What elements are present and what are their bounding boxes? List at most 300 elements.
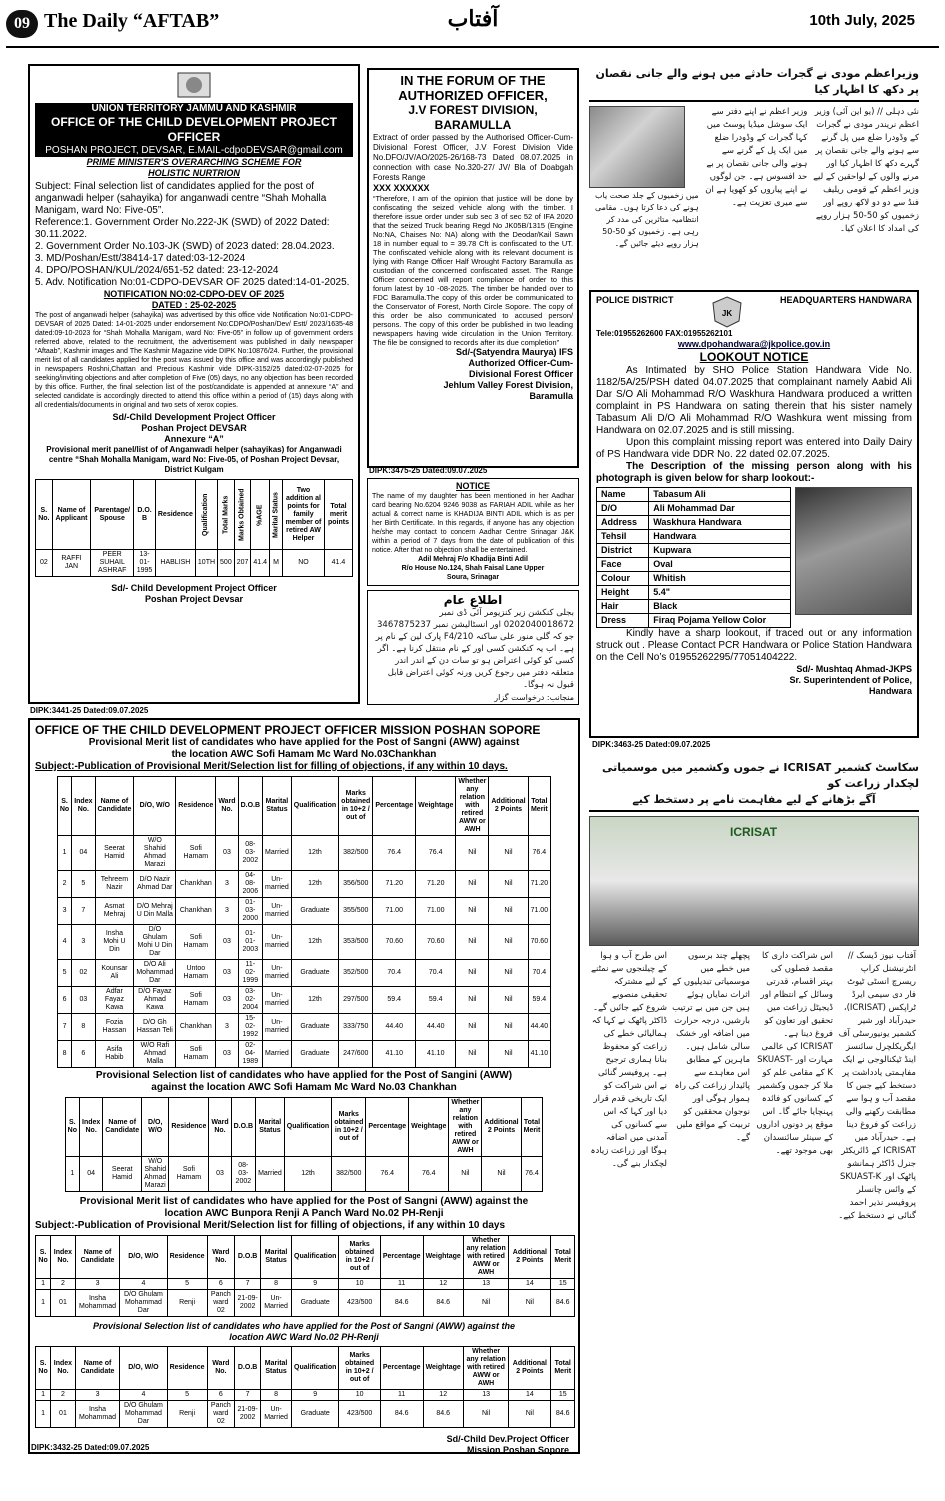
table-index-cell: 13 — [463, 1279, 509, 1290]
table-cell: 70.4 — [528, 960, 551, 987]
table-cell: Insha Mohammad — [75, 1401, 120, 1428]
table-cell: 03 — [216, 1041, 238, 1068]
table-header-row — [36, 1347, 575, 1390]
table-cell: Nil — [456, 898, 489, 925]
sopore-title-1a: Provisional Merit list of candidates who have applied for the Post of Sangni (AWW) against — [88, 737, 520, 748]
table-cell: Nil — [456, 925, 489, 960]
table-col-header: Whether any relation with retired AWW or AWH — [463, 1347, 509, 1390]
table-cell: Asmat Mehraj — [95, 898, 134, 925]
table-col-header: Residence — [167, 1236, 207, 1279]
table-cell: 2 — [57, 871, 71, 898]
forest-division: J.V FOREST DIVISION, BARAMULLA — [408, 103, 538, 132]
modi-news — [589, 66, 919, 288]
missing-detail-row — [597, 586, 791, 600]
table-cell: Chankhan — [176, 871, 216, 898]
table-cell: Un-married — [263, 925, 292, 960]
table-col-header: Name of Candidate — [103, 1098, 142, 1157]
selection-table-1 — [65, 1097, 544, 1192]
table-col-header: Qualification — [292, 1236, 339, 1279]
table-cell: 7 — [57, 1014, 71, 1041]
table-col-header: Index No. — [51, 1347, 76, 1390]
lookout-body-1: As Intimated by SHO Police Station Handwara Vide No. 1182/5A/25/PSH dated 04.07.2025 that complainant namely Aabid Ali Dar S/O Ali Mohammad R/O Waskhura Handwara produced a written complaint in PS Handwara on sating therein that his sister namely Tabasum Ali D/O Ali Mohammad R/O Washkura went missing from Handwara on 02.07.2025 and is still missing. — [596, 365, 912, 436]
urdu-notice-title: اطلاعِ عام — [443, 593, 503, 607]
annexure-cell: 10TH — [195, 550, 217, 577]
table-cell: 08-03-2002 — [231, 1157, 255, 1192]
icrisat-col1: آفتاب نیوز ڈیسک // انٹرنیشنل کراپ ریسرچ انسٹی ٹیوٹ فار دی سیمی ایرڈ ٹراپکس (ICRISAT)، حیدرآباد اور شیر کشمیر یونیورسٹی آف ایگریکلچرل سائنسز اینڈ ٹیکنالوجی نے ایک مفاہمتی یادداشت پر دستخط کیے جس کا مقصد آب و ہوا سے مطابقت رکھنے والی زراعت کو فروغ دینا ہے۔ حیدرآباد میں ICRISAT کے ڈائریکٹر جنرل ڈاکٹر ہمانشو پاٹھک اور SKUAST-K کے وائس چانسلر پروفیسر نذیر احمد گنائی نے دستخط کیے۔ — [838, 951, 916, 1221]
table-cell: Married — [263, 1041, 292, 1068]
table-index-cell: 13 — [463, 1390, 509, 1401]
table-index-cell: 5 — [167, 1390, 207, 1401]
police-hq: HEADQUARTERS HANDWARA — [779, 295, 912, 305]
sopore-title-3a: Provisional Merit list of candidates who have applied for the Post of Sangni (AWW) against the — [79, 1196, 529, 1207]
forest-title: IN THE FORUM OF THE AUTHORIZED OFFICER, — [398, 73, 548, 103]
table-cell: W/O Shahid Ahmad Marazi — [142, 1157, 169, 1192]
table-cell: 423/500 — [339, 1401, 380, 1428]
forest-order-ad — [367, 68, 579, 468]
table-cell: Sofi Hamam — [176, 925, 216, 960]
detail-key: Dress — [597, 614, 649, 628]
table-index-cell: 10 — [339, 1390, 380, 1401]
dipk-forest: DIPK:3475-25 Dated:09.07.2025 — [369, 466, 488, 475]
table-cell: 12th — [291, 925, 338, 960]
annexure-col-header: D.O. B — [134, 480, 156, 550]
detail-key: Name — [597, 488, 649, 502]
table-cell: 3 — [216, 898, 238, 925]
modi-col2: وزیر اعظم نے اپنے دفتر سے ایک سوشل میڈیا پوسٹ میں کہا گجرات کے وڈودرا ضلع میں ایک پل کے گرنے سے ہونے والی جانی نقصان پر بے حد افسوس ہے۔ جن لوگوں نے اپنے پیاروں کو کھویا ہے ان سے میری تعزیت ہے۔ — [705, 107, 808, 208]
table-index-cell: 11 — [380, 1279, 423, 1290]
table-cell: 71.20 — [373, 871, 416, 898]
table-cell: Nil — [489, 960, 528, 987]
table-index-cell: 6 — [207, 1390, 234, 1401]
table-index-cell: 8 — [261, 1279, 292, 1290]
table-cell: D/O Ghulam Mohammad Dar — [120, 1290, 167, 1317]
police-tel: Tele:01955262600 FAX:01955262101 — [596, 329, 733, 338]
table-cell: Nil — [489, 898, 528, 925]
detail-key: Tehsil — [597, 530, 649, 544]
sopore-title-4b: location AWC Ward No.02 PH-Renji — [229, 1332, 379, 1342]
table-cell: 84.6 — [551, 1401, 575, 1428]
table-cell: 8 — [72, 1014, 95, 1041]
table-cell: 84.6 — [551, 1290, 575, 1317]
merit-table-1 — [57, 776, 551, 1068]
missing-person-details — [596, 487, 791, 628]
missing-person-photo — [795, 487, 912, 615]
table-index-cell: 1 — [36, 1279, 51, 1290]
table-cell: 353/500 — [339, 925, 373, 960]
police-sign-2: Sr. Superintendent of Police, — [789, 675, 912, 685]
table-cell: 76.4 — [416, 836, 456, 871]
annexure-col-header: Name of Applicant — [52, 480, 90, 550]
table-cell: D/O Mehraj U Din Malla — [134, 898, 176, 925]
table-cell: Nil — [489, 987, 528, 1014]
table-cell: 01-01-2003 — [238, 925, 262, 960]
table-cell: 84.6 — [423, 1290, 463, 1317]
table-cell: 03 — [216, 925, 238, 960]
sopore-sign-1: Sd/-Child Dev.Project Officer — [446, 1434, 569, 1444]
police-lookout-ad — [589, 290, 919, 738]
table-cell: 5 — [57, 960, 71, 987]
table-header-row — [65, 1098, 543, 1157]
table-col-header: Name of Candidate — [95, 777, 134, 836]
table-cell: 6 — [57, 987, 71, 1014]
table-col-header: S. No — [65, 1098, 79, 1157]
table-cell: W/O Rafi Ahmad Malla — [134, 1041, 176, 1068]
table-col-header: Qualification — [291, 777, 338, 836]
table-col-header: Percentage — [380, 1236, 423, 1279]
table-cell: 382/500 — [332, 1157, 366, 1192]
table-cell: 12th — [284, 1157, 331, 1192]
table-cell: 76.4 — [521, 1157, 543, 1192]
table-cell: 70.60 — [416, 925, 456, 960]
table-cell: 44.40 — [373, 1014, 416, 1041]
table-row — [36, 1290, 575, 1317]
annexure-col-header: Two addition al points for family member of retired AW Helper — [283, 480, 325, 550]
table-row — [57, 960, 550, 987]
table-cell: 71.20 — [416, 871, 456, 898]
signatory-1: Sd/-Child Development Project Officer — [112, 412, 276, 422]
table-cell: 84.6 — [423, 1401, 463, 1428]
detail-value: Handwara — [649, 530, 791, 544]
police-website-link[interactable]: www.dpohandwara@jkpolice.gov.in — [677, 339, 831, 349]
table-cell: Tehreem Nazir — [95, 871, 134, 898]
icrisat-col2: اس شراکت داری کا مقصد فصلوں کی بہتر اقسام، قدرتی وسائل کے انتظام اور ڈیجیٹل زراعت میں تحقیق اور تعاون کو فروغ دینا ہے۔ ICRISAT کی عالمی مہارت اور SKUAST-K کے مقامی علم کو ملا کر جموں وکشمیر کے کسانوں کو فائدہ پہنچایا جائے گا۔ اس موقع پر دونوں اداروں کے سینئر سائنسدان بھی موجود تھے۔ — [756, 951, 833, 1156]
table-index-cell: 7 — [235, 1279, 261, 1290]
table-cell: 03-02-2004 — [238, 987, 262, 1014]
table-cell: Fozia Hassan — [95, 1014, 134, 1041]
table-cell: Sofi Hamam — [176, 836, 216, 871]
detail-key: Face — [597, 558, 649, 572]
table-cell: Nil — [509, 1401, 551, 1428]
table-cell: 59.4 — [528, 987, 551, 1014]
notification-body: The post of anganwadi helper (sahayika) was advertised by this office vide Notification No:01-CDPO-DEVSAR of 2025 Dated: 14-01-2025 under endorsement No:CDPO/Poshan/Dev/ Estt/ 2023/1635-48 dated:09-10-2023 for “Shah Mohalla Manigam, ward No: Five-05” in follow up of government orders referred above, related to the recruitment, the advertisement was published in daily newspaper “Aftaab”, Kashmir images and The Kashmir Magazine vide DIPK No:10876/24. Further, the provisional merit list of all candidates applied for the post was issued by this office and was accordingly published in newspapers Roshni,Chattan and Precious Kashmir vide DIPK-3152/25 dated:02-07-2025 for seeking/inviting objections and after completion of Five (05) days, no any objection has been recorded by this office. Further, the final selection list of the post/candidate is appended at annexure “A” and selected candidate is accordingly directed to attend this office within a period of (15) days along with all credentials/documents in original and two sets of xerox copies. — [35, 312, 353, 409]
detail-value: 5.4" — [649, 586, 791, 600]
table-index-cell: 4 — [120, 1279, 167, 1290]
sopore-office: OFFICE OF THE CHILD DEVELOPMENT PROJECT OFFICER MISSION POSHAN SOPORE — [35, 723, 541, 737]
table-cell: 59.4 — [373, 987, 416, 1014]
annexure-cell: NO — [283, 550, 325, 577]
table-cell: 21-09-2002 — [235, 1401, 261, 1428]
table-col-header: Total Merit — [551, 1347, 575, 1390]
table-col-header: D/O, W/O — [142, 1098, 169, 1157]
sopore-title-2a: Provisional Selection list of candidates who have applied for the Post of Sangini (AWW) — [95, 1070, 513, 1081]
table-cell: Chankhan — [176, 898, 216, 925]
table-col-header: Total Merit — [521, 1098, 543, 1157]
annexure-cell: 02 — [36, 550, 53, 577]
table-cell: 04 — [80, 1157, 103, 1192]
modi-col1: نئی دہلی // (یو این آئی) وزیر اعظم نریندر مودی نے گجرات کے وڈودرا ضلع میں پل گرنے سے ہونے والے جانی نقصان پر گہرے دکھ کا اظہار کیا اور مرنے والوں کے لواحقین کے لیے وزیر اعظم کے قومی ریلیف فنڈ سے دو دو لاکھ روپے اور زخمیوں کو 50-50 ہزار روپے کی امداد کا اعلان کیا۔ — [813, 107, 919, 234]
table-index-cell: 9 — [292, 1279, 339, 1290]
annexure-table — [35, 479, 353, 577]
detail-key: Address — [597, 516, 649, 530]
icrisat-photo — [589, 816, 919, 946]
table-cell: 84.6 — [380, 1401, 423, 1428]
table-index-cell: 14 — [509, 1279, 551, 1290]
annexure-col-header: Qualification — [195, 480, 217, 550]
table-col-header: Index No. — [72, 777, 95, 836]
table-col-header: D.O.B — [235, 1236, 261, 1279]
table-col-header: Qualification — [284, 1098, 331, 1157]
table-col-header: Residence — [176, 777, 216, 836]
annexure-title: Annexure “A” — [164, 434, 224, 444]
table-index-cell: 6 — [207, 1279, 234, 1290]
table-cell: Un-married — [263, 1014, 292, 1041]
table-cell: Nil — [456, 960, 489, 987]
table-cell: 02-04-1989 — [238, 1041, 262, 1068]
table-cell: Kounsar Ali — [95, 960, 134, 987]
govt-emblem — [35, 69, 353, 103]
table-index-cell: 2 — [51, 1390, 76, 1401]
table-cell: 71.00 — [528, 898, 551, 925]
cdpo-devsar-ad — [28, 64, 360, 704]
table-col-header: Marital Status — [261, 1236, 292, 1279]
missing-detail-row — [597, 614, 791, 628]
table-col-header: S. No — [57, 777, 71, 836]
table-cell: 1 — [36, 1401, 51, 1428]
table-cell: D/O Ali Mohammad Dar — [134, 960, 176, 987]
table-cell: Renji — [167, 1290, 207, 1317]
table-col-header: Name of Candidate — [75, 1347, 120, 1390]
missing-detail-row — [597, 516, 791, 530]
police-district: POLICE DISTRICT — [596, 295, 674, 305]
table-cell: Nil — [463, 1290, 509, 1317]
table-cell: 70.4 — [373, 960, 416, 987]
table-col-header: Percentage — [380, 1347, 423, 1390]
table-cell: 01 — [51, 1290, 76, 1317]
table-col-header: Percentage — [366, 1098, 409, 1157]
table-cell: Insha Mohi U Din — [95, 925, 134, 960]
table-cell: Panch ward 02 — [207, 1290, 234, 1317]
table-cell: Nil — [489, 1014, 528, 1041]
table-cell: Sofi Hamam — [176, 1041, 216, 1068]
table-col-header: Ward No. — [209, 1098, 231, 1157]
project-email: POSHAN PROJECT, DEVSAR, E.MAIL-cdpoDEVSAR@gmail.com — [35, 145, 353, 157]
signatory-4: Poshan Project Devsar — [144, 594, 244, 604]
table-cell: Nil — [456, 987, 489, 1014]
detail-key: Hair — [597, 600, 649, 614]
table-row — [57, 898, 550, 925]
table-cell: 3 — [216, 1014, 238, 1041]
table-index-cell: 14 — [509, 1390, 551, 1401]
aadhar-notice — [367, 478, 579, 586]
urdu-notice-sign: منجانب: درخواست گزار — [494, 693, 574, 702]
table-col-header: Additional 2 Points — [509, 1347, 551, 1390]
table-cell: Nil — [509, 1290, 551, 1317]
table-col-header: Residence — [169, 1098, 209, 1157]
table-cell: 3 — [216, 871, 238, 898]
table-cell: 76.4 — [409, 1157, 449, 1192]
table-cell: 333/750 — [339, 1014, 373, 1041]
missing-detail-row — [597, 544, 791, 558]
icrisat-headline-2: آگے بڑھانے کے لیے مفاہمت نامے پر دستخط کیے — [589, 792, 919, 812]
table-cell: 1 — [65, 1157, 79, 1192]
notification-number: NOTIFICATION NO:02-CDPO-DEV OF 2025 — [103, 289, 285, 299]
table-cell: 71.00 — [373, 898, 416, 925]
table-cell: 3 — [57, 898, 71, 925]
table-col-header: Index No. — [80, 1098, 103, 1157]
icrisat-banner: ICRISAT — [730, 825, 778, 839]
urdu-public-notice — [367, 590, 579, 705]
signatory-2: Poshan Project DEVSAR — [141, 423, 247, 433]
paper-name: The Daily “AFTAB” — [44, 10, 220, 32]
lookout-body-2: Upon this complaint missing report was entered into Daily Dairy of PS Handwara vide DDR No. 22 dated 02.07.2025. — [596, 437, 912, 460]
table-cell: Nil — [456, 836, 489, 871]
table-col-header: Total Merit — [551, 1236, 575, 1279]
table-cell: 247/600 — [339, 1041, 373, 1068]
table-index-row — [36, 1279, 575, 1290]
cdpo-sopore-ad — [28, 718, 580, 1454]
table-cell: 59.4 — [416, 987, 456, 1014]
modi-headline: وزیراعظم مودی نے گجرات حادثے میں ہونے والے جانی نقصان پر دکھ کا اظہار کیا — [589, 66, 919, 102]
ut-name: UNION TERRITORY JAMMU AND KASHMIR — [35, 103, 353, 115]
table-cell: 3 — [72, 925, 95, 960]
table-cell: 02 — [72, 960, 95, 987]
table-cell: Sofi Hamam — [176, 987, 216, 1014]
annexure-heading: Provisional merit panel/list of of Anganwadi helper (sahayikas) for Anganwadi centre “Shah Mohalla Manigam, ward No: Five-05, of Poshan Project Devsar, District Kulgam — [46, 445, 342, 474]
table-col-header: S. No — [36, 1236, 51, 1279]
table-col-header: Marital Status — [263, 777, 292, 836]
table-index-cell: 15 — [551, 1279, 575, 1290]
table-col-header: D.O.B — [238, 777, 262, 836]
table-cell: 03 — [216, 836, 238, 871]
table-cell: 84.6 — [380, 1290, 423, 1317]
table-cell: 12th — [291, 871, 338, 898]
forest-order-body: “Therefore, I am of the opinion that justice will be done by confiscating the seized vehicle along with the timber. I therefore issue order under sub sec 3 of sec 52 of IFA 2020 that the seized Truck bearing Regd No JK05B/1315 (Engine No:NA, Chaises No: NA) along with the Deodar/Kail Sawn 18 in number equal to = 39.78 Cft is confiscated to the UT. The confiscated vehicle along with its relevant document is lying with Range Officer Half Wrought Factory Baramulla as custodian of the concerned confiscated asset. The Range Officer concerned will report compliance of order to this forum latest by 10 -08-2025. The timber be handed over to FDC Baramulla.The copy of this order be communicated to the Conservator of Forest, North Circle Sopore. The copy of this order be also communicated to accused person/ persons. The copy of this order be published in two leading newspapers having wide circulation in the Union Territory. The file be consigned to records after its due completion” — [373, 194, 573, 347]
table-cell: 71.20 — [528, 871, 551, 898]
table-cell: 71.00 — [416, 898, 456, 925]
svg-text:JK: JK — [721, 309, 732, 318]
table-col-header: Name of Candidate — [75, 1236, 120, 1279]
table-cell: 356/500 — [339, 871, 373, 898]
subject: Subject: Final selection list of candidates applied for the post of anganwadi helper (sahayika) for anganwadi centre “Shah Mohalla Manigam, ward No: Five-05”. — [35, 181, 327, 216]
table-col-header: Additional 2 Points — [482, 1098, 521, 1157]
table-col-header: Weightage — [423, 1347, 463, 1390]
annexure-cell: RAFFI JAN — [52, 550, 90, 577]
forest-extract: Extract of order passed by the Authorised Officer-Cum-Divisional Forest Officer, J.V Forest Division Vide No.DFO/JV/AO/2025-26/168-73 Dated 08.07.2025 in connection with case No.320-27/ JV/ Bla of Doabgah Forests Range — [373, 133, 573, 182]
table-col-header: Marital Status — [256, 1098, 285, 1157]
table-col-header: Whether any relation with retired AWW or AWH — [463, 1236, 509, 1279]
table-index-cell: 3 — [75, 1279, 120, 1290]
table-index-cell: 10 — [339, 1279, 380, 1290]
table-cell: 41.10 — [416, 1041, 456, 1068]
table-col-header: Marks obtained in 10+2 / out of — [339, 1236, 380, 1279]
detail-value: Tabasum Ali — [649, 488, 791, 502]
reference-4: 4. DPO/POSHAN/KUL/2024/651-52 dated: 23-12-2024 — [35, 265, 279, 276]
annexure-col-header: Total merit points — [324, 480, 352, 550]
reference-1: Reference:1. Government Order No.222-JK (SWD) of 2022 Dated: 30.11.2022. — [35, 217, 330, 240]
detail-value: Whitish — [649, 572, 791, 586]
table-col-header: Ward No. — [207, 1347, 234, 1390]
table-col-header: D/O, W/O — [120, 1236, 167, 1279]
notice-sign-1: Adil Mehraj F/o Khadija Binti Adil — [418, 556, 528, 563]
table-index-cell: 9 — [292, 1390, 339, 1401]
annexure-cell: PEER SUHAIL ASHRAF — [91, 550, 134, 577]
lookout-body-4: Kindly have a sharp lookout, if traced out or any information struck out . Please Contact PCR Handwara or Police Station Handwara on the Cell No’s 01955262295/77051404222. — [596, 628, 912, 663]
table-row — [57, 1041, 550, 1068]
table-row — [36, 1401, 575, 1428]
annexure-cell: 41.4 — [324, 550, 352, 577]
masthead — [0, 0, 945, 62]
table-cell: 12th — [291, 836, 338, 871]
table-index-cell: 4 — [120, 1390, 167, 1401]
missing-detail-row — [597, 600, 791, 614]
table-cell: Nil — [489, 836, 528, 871]
icrisat-news — [589, 760, 919, 1450]
table-col-header: Marks obtained in 10+2 / out of — [339, 777, 373, 836]
table-cell: 03 — [209, 1157, 231, 1192]
police-sign-1: Sd/- Mushtaq Ahmad-JKPS — [796, 664, 912, 674]
table-cell: Renji — [167, 1401, 207, 1428]
table-cell: 423/500 — [339, 1290, 380, 1317]
annexure-col-header: Residence — [155, 480, 195, 550]
table-cell: 01 — [51, 1401, 76, 1428]
reference-3: 3. MD/Poshan/Estt/38414-17 dated:03-12-2024 — [35, 253, 246, 264]
scheme-line1: PRIME MINISTER'S OVERARCHING SCHEME FOR — [86, 157, 302, 167]
table-cell: Graduate — [291, 960, 338, 987]
police-sign-3: Handwara — [868, 686, 912, 696]
annexure-cell: 41.4 — [251, 550, 270, 577]
table-cell: 1 — [57, 836, 71, 871]
table-header-row — [36, 1236, 575, 1279]
table-cell: 76.4 — [373, 836, 416, 871]
table-col-header: Qualification — [292, 1347, 339, 1390]
table-cell: Chankhan — [176, 1014, 216, 1041]
sopore-subject-1: Subject:-Publication of Provisional Merit/Selection list for filling of objections, if any within 10 days. — [35, 761, 508, 772]
office-name: OFFICE OF THE CHILD DEVELOPMENT PROJECT OFFICER — [35, 115, 353, 145]
notice-sign-2: R/o House No.124, Shah Faisal Lane Upper — [401, 565, 545, 572]
sopore-title-4a: Provisional Selection list of candidates who have applied for the Post of Sangni (AWW) against the — [92, 1321, 516, 1331]
table-cell: D/O Nazir Ahmad Dar — [134, 871, 176, 898]
urdu-notice-body: بجلی کنکشن زیر کنزیومر آئی ڈی نمبر 0202040018672 اور انسٹالیشن نمبر 3467875237 جو کہ گلی منور علی ساکنہ 210/F4 پارک لین کے نام پر ہے۔ اب یہ کنکشن کسی اور کے نام منتقل کرنا ہے۔ اگر کسی کو کوئی اعتراض ہو تو سات دن کے اندر اندر متعلقہ دفتر میں رجوع کریں ورنہ کوئی اعتراض قابل قبول نہ ہوگا۔ — [375, 608, 574, 690]
annexure-cell: M — [270, 550, 283, 577]
forest-sign-5: Baramulla — [529, 391, 573, 401]
table-cell: Nil — [449, 1157, 482, 1192]
selection-table-2 — [35, 1346, 575, 1428]
table-cell: Panch ward 02 — [207, 1401, 234, 1428]
icrisat-col3: پچھلے چند برسوں میں خطے میں موسمیاتی تبدیلیوں کے اثرات نمایاں ہوئے ہیں جن میں بے ترتیب بارشیں، درجہ حرارت میں اضافہ اور خشک سالی شامل ہیں۔ ماہرین کے مطابق اس معاہدے سے پائیدار زراعت کی راہ ہموار ہوگی اور نوجوان محققین کو تربیت کے مواقع ملیں گے۔ — [672, 951, 750, 1143]
sopore-subject-3: Subject:-Publication of Provisional Merit/Selection list for filling of objections, if any within 10 days — [35, 1220, 506, 1231]
table-cell: Graduate — [291, 1014, 338, 1041]
lookout-body-3: The Description of the missing person along with his photograph is given below for sharp lookout:- — [596, 461, 912, 484]
table-index-row — [36, 1390, 575, 1401]
table-cell: 12th — [291, 987, 338, 1014]
detail-key: Height — [597, 586, 649, 600]
issue-date: 10th July, 2025 — [809, 12, 915, 29]
table-cell: Un-married — [263, 871, 292, 898]
reference-2: 2. Government Order No.103-JK (SWD) of 2023 dated: 28.04.2023. — [35, 241, 335, 252]
table-cell: Married — [263, 836, 292, 871]
table-cell: 355/500 — [339, 898, 373, 925]
detail-value: Waskhura Handwara — [649, 516, 791, 530]
modi-col3: میں زخمیوں کے جلد صحت یاب ہونے کی دعا کرتا ہوں۔ مقامی انتظامیہ متاثرین کی مدد کر رہی ہے۔ زخمیوں کو 50-50 ہزار روپے دیئے جائیں گے۔ — [594, 191, 699, 248]
scheme-line2: HOLISTIC NURTRION — [148, 168, 240, 178]
table-cell: D/O Fayaz Ahmad Kawa — [134, 987, 176, 1014]
detail-key: D/O — [597, 502, 649, 516]
table-row — [57, 925, 550, 960]
notice-body: The name of my daughter has been mentioned in her Aadhar card bearing No.6204 9246 9038 as FARIAH ADIL while as her actual & correct name is KHADIJA BINTI ADIL which is as per her Birth Certificate. In this regards, if anyone has any objection he/she may contact to concern Aadhar Centre Srinagar J&K within a period of 7 days from the date of publication of this notice. After that no objection shall be entertained. — [372, 493, 574, 554]
table-cell: D/O Ghulam Mohi U Din Dar — [134, 925, 176, 960]
table-col-header: S. No — [36, 1347, 51, 1390]
table-cell: Seerat Hamid — [103, 1157, 142, 1192]
annexure-col-header: Marital Status — [270, 480, 283, 550]
table-col-header: D.O.B — [231, 1098, 255, 1157]
table-cell: 76.4 — [528, 836, 551, 871]
detail-value: Firaq Pojama Yellow Color — [649, 614, 791, 628]
table-cell: Graduate — [291, 1041, 338, 1068]
table-cell: Nil — [489, 1041, 528, 1068]
signatory-3: Sd/- Child Development Project Officer — [111, 583, 277, 593]
table-row — [57, 871, 550, 898]
notification-date: DATED : 25-02-2025 — [151, 300, 237, 310]
